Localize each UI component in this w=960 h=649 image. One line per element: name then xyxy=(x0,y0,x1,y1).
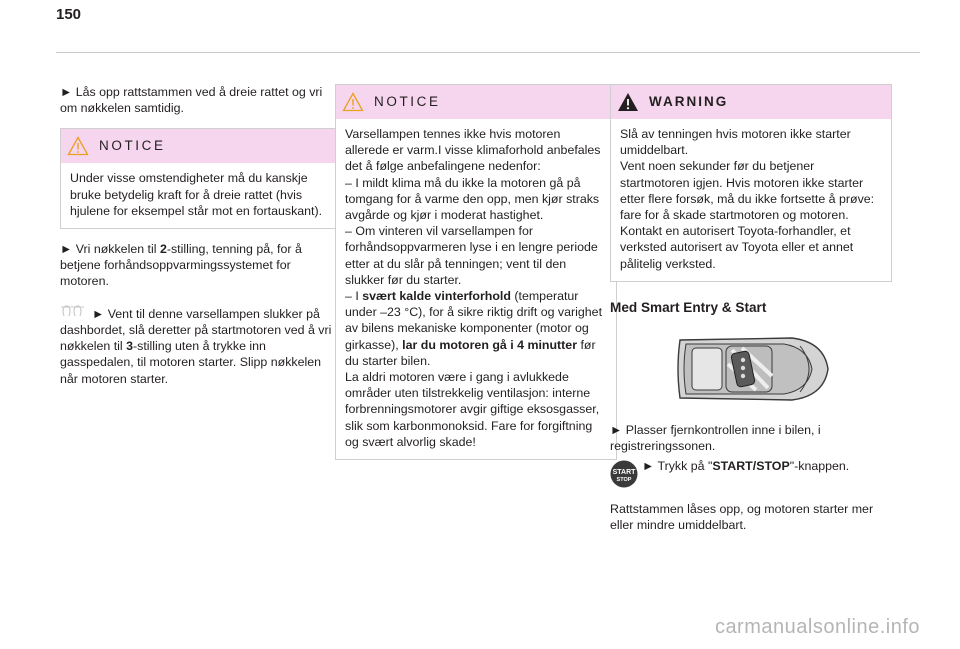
watermark: carmanualsonline.info xyxy=(714,615,920,638)
warning-line1: Slå av tenningen hvis motoren ikke starter umiddelbart. xyxy=(620,127,851,158)
step-unlock-steering: ► Lås opp rattstammen ved å dreie rattet og vri om nøkkelen samtidig. xyxy=(60,85,323,116)
notice-title-2: NOTICE xyxy=(374,93,441,109)
notice2-line2: – I mildt klima må du ikke la motoren gå på tomgang for å varme den opp, men kjør straks avgårde og kjør i moderat hastighet. xyxy=(345,175,600,223)
car-illustration xyxy=(610,330,892,410)
notice-header xyxy=(61,129,341,163)
caution-icon xyxy=(342,92,364,112)
warning-title: WARNING xyxy=(649,93,729,109)
warning-box xyxy=(610,84,892,282)
warning-line3: Kontakt en autorisert Toyota-forhandler, et verksted autorisert av Toyota eller et annet pålitelig verksted. xyxy=(620,224,854,271)
caution-icon xyxy=(67,136,89,156)
page-number: 150 xyxy=(56,6,82,23)
svg-text:START: START xyxy=(612,469,636,477)
notice-header-2 xyxy=(336,85,616,119)
column-2 xyxy=(335,84,617,472)
column-1 xyxy=(60,84,342,387)
notice-title: NOTICE xyxy=(99,138,166,154)
start-stop-button-icon xyxy=(610,460,638,488)
svg-text:STOP: STOP xyxy=(616,477,632,484)
notice-box xyxy=(60,128,342,229)
notice2-line4: – I svært kalde vinterforhold (temperatur under –23 °C), for å sikre riktig drift og varighet av bilens mekaniske komponenter (motor og girkasse), lar du motoren gå i 4 minutter før du starter bilen. xyxy=(345,289,603,368)
notice2-line1: Varsellampen tennes ikke hvis motoren allerede er varm.I visse klimaforhold anbefales det å følge anbefalingene nedenfor: xyxy=(345,127,601,174)
column-3 xyxy=(610,84,892,533)
top-rule xyxy=(56,52,920,53)
step-turn-key-2: ► Vri nøkkelen til 2-stilling, tenning på, for å betjene forhåndsoppvarmingssystemet for motoren. xyxy=(60,242,302,289)
step-press-start: START STOP ► Trykk på "START/STOP"-knappen. xyxy=(610,458,892,492)
notice-text: Under visse omstendigheter må du kanskje bruke betydelig kraft for å dreie rattet (hvis hjulene for eksempel står mot en fortauskant). xyxy=(70,171,323,218)
notice-box-2 xyxy=(335,84,617,460)
warning-icon xyxy=(617,92,639,112)
preheat-lamp-icon xyxy=(60,304,86,318)
step-start-engine: ► Vent til denne varsellampen slukker på dashbordet, slå deretter på startmotoren ved å vri nøkkelen til 3-stilling uten å trykke inn gasspedalen, til motoren starter. Slipp nøkkelen når motoren starter. xyxy=(60,306,332,386)
warning-line2: Vent noen sekunder før du betjener startmotoren igjen. Hvis motoren ikke starter etter flere forsøk, må du ikke fortsette å prøve: fare for å skade startmotoren og motoren. xyxy=(620,159,875,223)
car-top-view-icon xyxy=(672,330,832,408)
step-place-remote: ► Plasser fjernkontrollen inne i bilen, i registreringssonen. xyxy=(610,423,821,454)
section-heading: Med Smart Entry & Start xyxy=(610,299,767,315)
notice2-line3: – Om vinteren vil varsellampen for forhåndsoppvarmeren lyse i en lengre periode etter at du slår på tenningen; vent til den slukker før du starter. xyxy=(345,224,598,287)
warning-header xyxy=(611,85,891,119)
notice2-line5: La aldri motoren være i gang i avlukkede områder uten tilstrekkelig ventilasjon: interne forbrenningsmotorer avgir giftige eksosgasser, slik som karbonmonoksid. Fare for forgiftning og svært alvorlig skade! xyxy=(345,370,600,449)
result-text: Rattstammen låses opp, og motoren starter mer eller mindre umiddelbart. xyxy=(610,501,874,532)
